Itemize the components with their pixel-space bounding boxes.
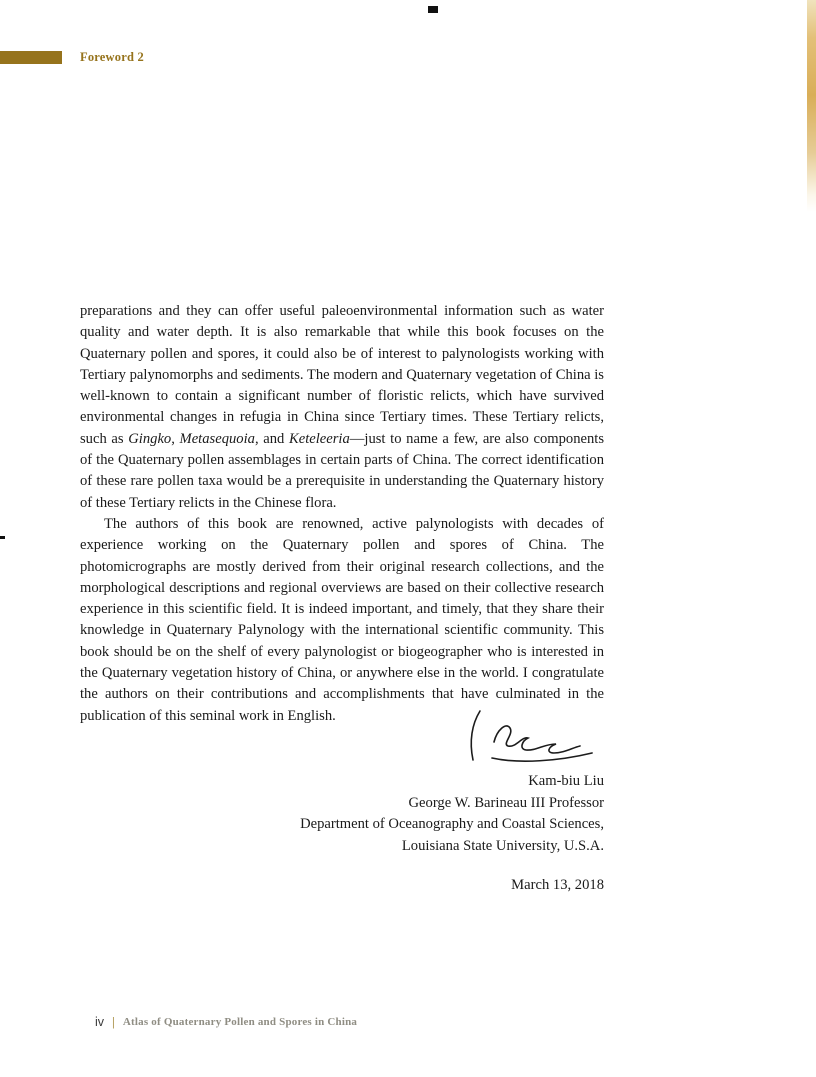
print-mark-left [0,536,5,539]
page-number: iv [95,1015,105,1029]
header-accent-bar [0,51,62,64]
date: March 13, 2018 [511,877,604,893]
page-footer [95,1014,357,1030]
footer-separator: | [112,1014,115,1029]
print-mark-top [428,6,438,13]
author-name: Kam-biu Liu [528,773,604,789]
paragraph: preparations and they can offer useful paleoenvironmental information such as water quality and water depth. It is also remarkable that while this book focuses on the Quaternary pollen and spores, it could also be of interest to palynologists working with Tertiary palynomorphs and sediments. The modern and Quaternary vegetation of China is well-known to contain a significant number of floristic relicts, which have survived environmental changes in refugia in China since Tertiary times. These Tertiary relicts, such as Gingko, Metasequoia, and Keteleeria—just to name a few, are also components of the Quaternary pollen assemblages in certain parts of China. The correct identification of these rare pollen taxa would be a prerequisite in understanding the Quaternary history of these Tertiary relicts in the Chinese flora. [80,303,604,511]
running-title: Atlas of Quaternary Pollen and Spores in China [122,1016,358,1028]
author-department: Department of Oceanography and Coastal Sciences, [300,816,604,833]
page-edge-gradient [807,0,816,212]
author-title: George W. Barineau III Professor [408,794,604,811]
handwritten-signature-icon [464,708,602,766]
section-label: Foreword 2 [80,50,144,64]
paragraph: The authors of this book are renowned, active palynologists with decades of experience working on the Quaternary pollen and spores of China. The photomicrographs are mostly derived from their original research collections, and the morphological descriptions and regional overviews are based on their collective research experience in this scientific field. It is indeed important, and timely, that they share their knowledge in Quaternary Palynology with the international scientific community. This book should be on the shelf of every palynologist or biogeographer who is interested in the Quaternary vegetation history of China, or anywhere else in the world. I congratulate the authors on their contributions and accomplishments that have culminated in the publication of this seminal work in English. [80,515,604,724]
attribution-block [80,771,604,858]
author-university: Louisiana State University, U.S.A. [401,838,604,855]
foreword-body-text [80,301,604,727]
signature-area [80,708,604,771]
